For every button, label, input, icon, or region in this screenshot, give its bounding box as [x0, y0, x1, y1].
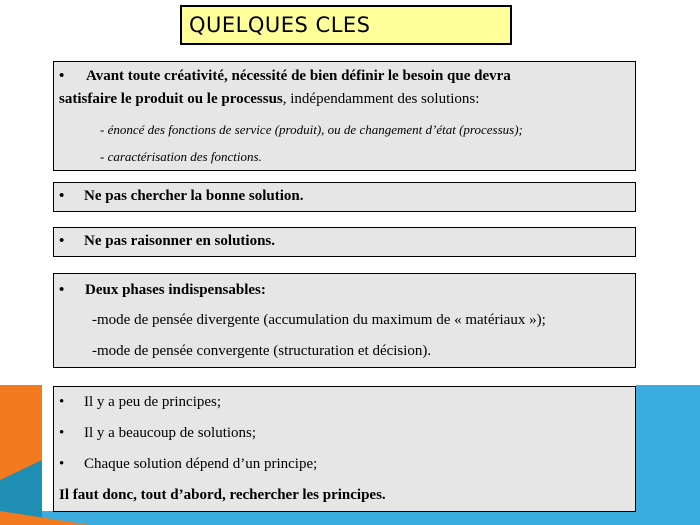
besoin-line1: Avant toute créativité, nécessité de bien définir le besoin que devra [86, 68, 511, 84]
besoin-sub1: - énoncé des fonctions de service (produit), ou de changement d’état (processus); [100, 122, 523, 137]
phases-heading: Deux phases indispensables: [85, 282, 266, 298]
key-box-besoin [53, 61, 636, 171]
bullet: • [59, 68, 65, 84]
raisonner-text: Ne pas raisonner en solutions. [84, 233, 276, 249]
bullet: • [59, 394, 65, 410]
key-box-principes [53, 386, 636, 512]
principes-item: Il y a peu de principes; [84, 394, 222, 410]
bullet: • [59, 188, 65, 204]
bullet: • [59, 282, 65, 298]
bullet: • [59, 456, 65, 472]
besoin-line2-rest: , indépendamment des solutions: [282, 91, 480, 107]
key-box-raisonner [53, 227, 636, 257]
besoin-line2-bold: satisfaire le produit ou le processus [59, 91, 283, 107]
bullet: • [59, 425, 65, 441]
principes-item: Il y a beaucoup de solutions; [84, 425, 257, 441]
key-box-phases [53, 273, 636, 368]
besoin-line2 [59, 91, 479, 108]
blue-shape [636, 385, 700, 525]
page-title: QUELQUES CLES [180, 5, 512, 45]
bullet: • [59, 233, 65, 249]
solution-text: Ne pas chercher la bonne solution. [84, 188, 304, 204]
blue-bottom-shape [42, 511, 636, 525]
principes-item: Chaque solution dépend d’un principe; [84, 456, 318, 472]
phases-item2: -mode de pensée convergente (structuration et décision). [92, 343, 432, 359]
phases-item1: -mode de pensée divergente (accumulation du maximum de « matériaux »); [92, 312, 546, 328]
besoin-sub2: - caractérisation des fonctions. [100, 149, 262, 164]
key-box-solution [53, 182, 636, 212]
principes-conclusion: Il faut donc, tout d’abord, rechercher les principes. [59, 487, 386, 503]
